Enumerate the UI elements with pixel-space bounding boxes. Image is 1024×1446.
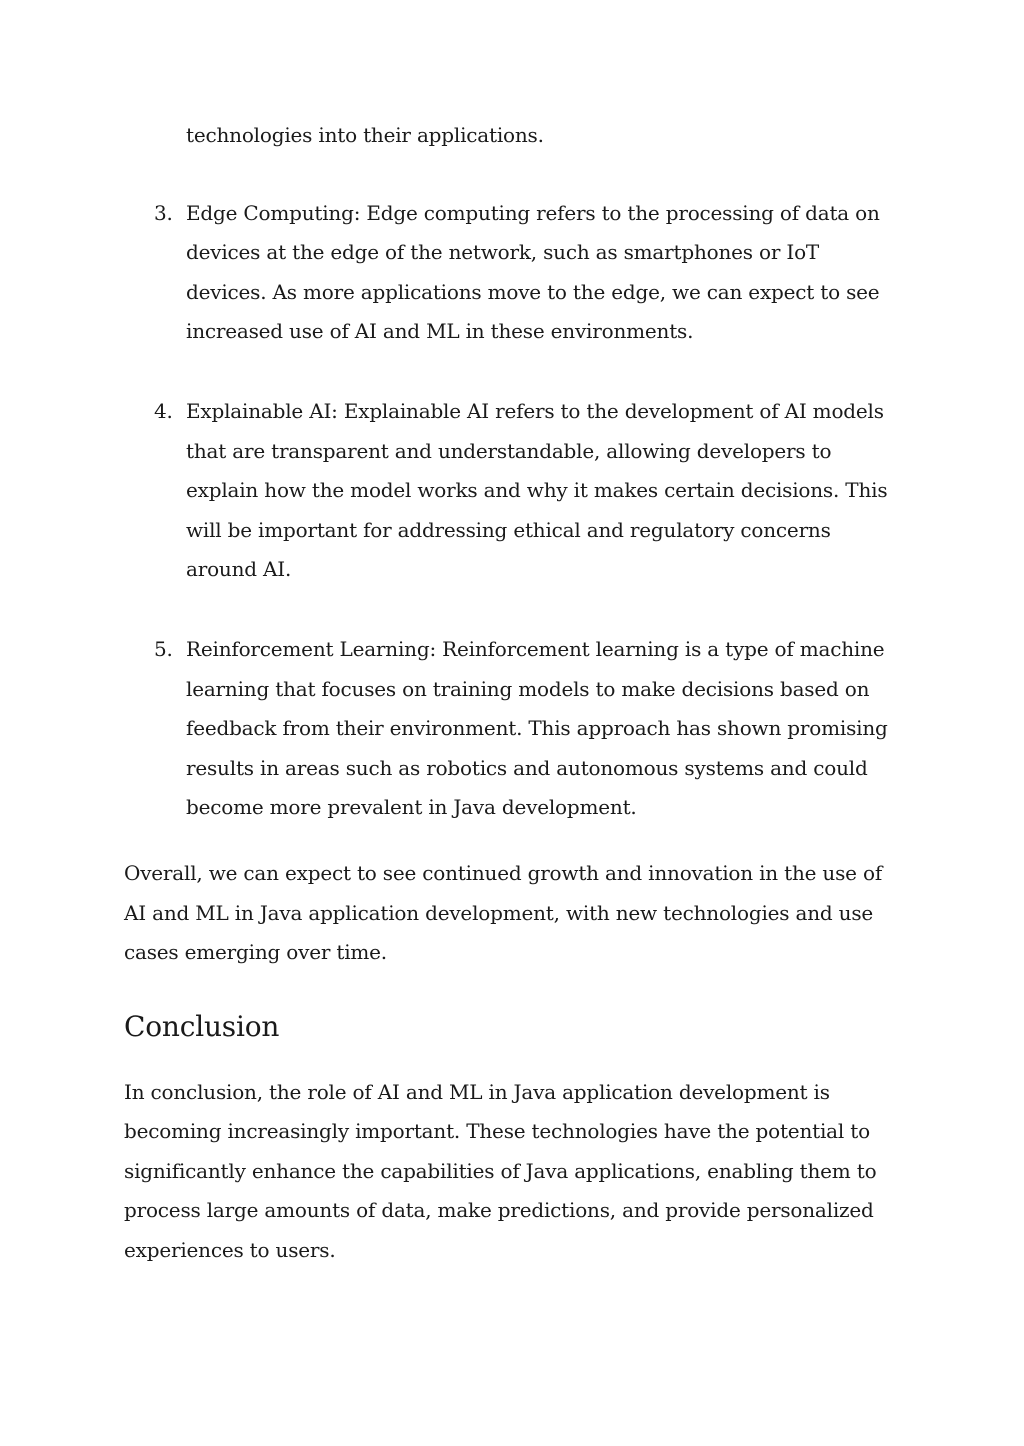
section-heading-conclusion: Conclusion [124,1009,280,1043]
overall-paragraph: Overall, we can expect to see continued growth and innovation in the use of AI and ML in Java application development, with new technologies and use cases emerging over time. [124,860,883,965]
list-item [124,630,900,828]
list-item-number: 3. [154,200,173,225]
list-item [124,392,900,590]
document-page [124,116,900,1271]
conclusion-paragraph: In conclusion, the role of AI and ML in Java application development is becoming increasingly important. These technologies have the potential to significantly enhance the capabilities of Java applications, enabling them to process large amounts of data, make predictions, and provide personalized experiences to users. [124,1079,877,1263]
list-item-text: Edge Computing: Edge computing refers to the processing of data on devices at the edge of the network, such as smartphones or IoT devices. As more applications move to the edge, we can expect to see increased use of AI and ML in these environments. [186,200,880,344]
list-item-text: Explainable AI: Explainable AI refers to the development of AI models that are transparent and understandable, allowing developers to explain how the model works and why it makes certain decisions. This will be important for addressing ethical and regulatory concerns around AI. [186,398,888,582]
list-item-text: Reinforcement Learning: Reinforcement learning is a type of machine learning that focuses on training models to make decisions based on feedback from their environment. This approach has shown promising results in areas such as robotics and autonomous systems and could become more prevalent in Java development. [186,636,888,820]
trends-list [124,194,900,828]
list-item-number: 4. [154,398,173,423]
list-item-continuation: technologies into their applications. [186,123,544,147]
list-item-number: 5. [154,636,173,661]
list-item [124,194,900,352]
